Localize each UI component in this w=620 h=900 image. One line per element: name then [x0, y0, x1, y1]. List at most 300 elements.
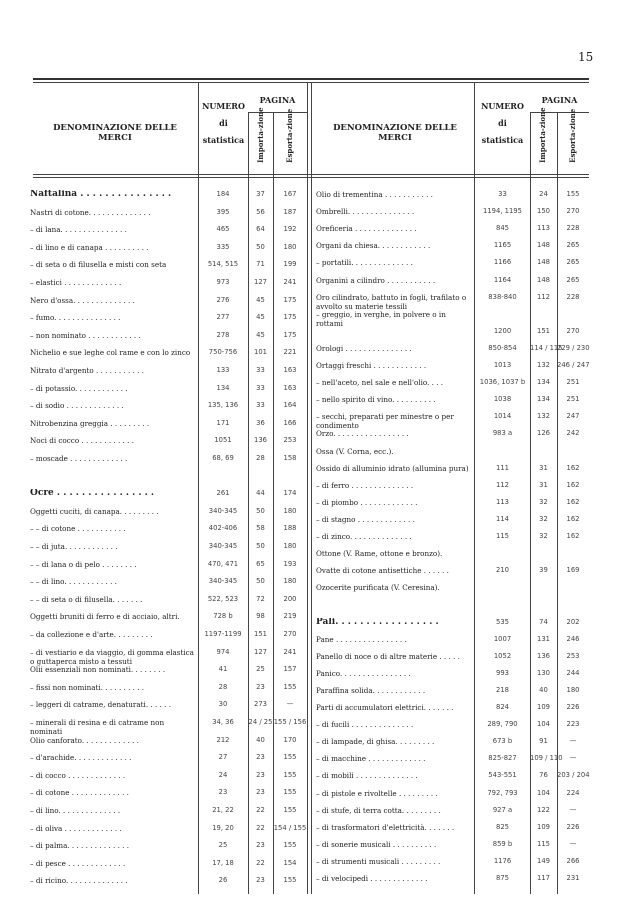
item-name: – di fucili . . . . . . . . . . . . . . [316, 720, 414, 730]
cell-num: 1197-1199 [204, 630, 242, 638]
cell-imp: 127 [254, 647, 267, 656]
cell-imp: 23 [256, 753, 265, 762]
cell-esp: 175 [283, 313, 297, 322]
cell-num: 983 a [492, 429, 513, 438]
cell-esp: 241 [283, 278, 297, 286]
cell-esp: 155 [283, 770, 297, 779]
cell-imp: 91 [539, 737, 548, 746]
cell-imp: 23 [256, 770, 265, 779]
item-name: Noci di cocco . . . . . . . . . . . . [30, 436, 134, 446]
cell-esp: 162 [566, 532, 580, 540]
header-denominazione-right: DENOMINAZIONE DELLE MERCI [333, 123, 457, 143]
item-name: – – di lino. . . . . . . . . . . . [30, 577, 117, 587]
item-name: – secchi, preparati per minestre o per condimento [316, 412, 454, 431]
cell-esp: 231 [566, 874, 580, 882]
cell-esp: 265 [566, 258, 580, 267]
item-name: – di stagno . . . . . . . . . . . . . [316, 514, 415, 524]
item-name: Olii essenziali non nominati. . . . . . . . [30, 665, 166, 675]
cell-imp: 25 [256, 665, 265, 674]
item-name: Naftalina . . . . . . . . . . . . . . . [30, 190, 172, 199]
cell-num: 514, 515 [207, 260, 239, 269]
cell-esp: 155 [283, 682, 297, 691]
item-name: Nitrobenzina greggia . . . . . . . . . [30, 418, 150, 428]
cell-num: 23 [218, 788, 228, 797]
cell-imp: 24 / 25 [248, 718, 273, 726]
cell-imp: 151 [254, 630, 267, 638]
cell-imp: 22 [256, 806, 265, 814]
cell-imp: 130 [537, 668, 550, 677]
cell-esp: 253 [283, 436, 297, 445]
cell-imp: 109 / 110 [530, 754, 563, 763]
cell-esp: 170 [283, 735, 297, 744]
cell-num: 1200 [493, 326, 512, 335]
item-name: – di cocco . . . . . . . . . . . . . [30, 770, 126, 780]
cell-esp: 199 [283, 260, 297, 269]
cell-imp: 136 [537, 651, 550, 660]
cell-esp: 180 [283, 506, 297, 515]
item-name: – di palma. . . . . . . . . . . . . . [30, 841, 130, 851]
cell-imp: 104 [537, 788, 550, 797]
item-name: Organi da chiesa. . . . . . . . . . . . [316, 241, 431, 251]
cell-imp: 39 [539, 566, 548, 575]
item-name: – di ferro . . . . . . . . . . . . . . [316, 480, 414, 490]
cell-esp: 228 [566, 224, 580, 233]
cell-esp: 200 [283, 594, 297, 603]
item-name: Oro cilindrato, battuto in fogli, trafilato o avvolto su materie tessili [316, 292, 467, 311]
cell-esp: 226 [566, 822, 580, 831]
cell-num: 68, 69 [212, 454, 234, 462]
cell-imp: 132 [537, 361, 550, 369]
cell-esp: 180 [283, 542, 297, 550]
cell-imp: 33 [256, 383, 265, 392]
cell-imp: 33 [256, 366, 265, 374]
cell-esp: 246 [566, 634, 580, 643]
item-name: – di sodio . . . . . . . . . . . . . [30, 401, 124, 411]
cell-imp: 23 [256, 876, 265, 885]
cell-num: 340-345 [208, 577, 238, 586]
cell-imp: 32 [539, 532, 548, 540]
cell-imp: 134 [537, 378, 550, 387]
cell-num: 115 [496, 532, 509, 540]
header-numero-left: NUMERO di statistica [202, 101, 245, 146]
header-esportazione-left: Esporta-zione [285, 108, 295, 163]
cell-num: 277 [216, 313, 230, 322]
cell-esp: 162 [566, 463, 580, 472]
item-name: – di pistole e rivoltelle . . . . . . . . . [316, 788, 438, 798]
cell-imp: 126 [537, 429, 550, 438]
cell-esp: 223 [566, 720, 580, 729]
item-name: – da collezione e d'arte. . . . . . . . . [30, 630, 153, 639]
cell-esp: 175 [283, 295, 297, 304]
cell-imp: 50 [256, 542, 265, 550]
cell-esp: 163 [283, 366, 297, 374]
cell-esp: 241 [283, 647, 297, 656]
cell-num: 728 b [213, 612, 233, 621]
item-name: – di stufe, di terra cotta. . . . . . . . . [316, 805, 441, 815]
item-name: Ossido di alluminio idrato (allumina pura) [316, 463, 469, 473]
item-name: – – di lana o di pelo . . . . . . . . [30, 559, 137, 569]
cell-esp: 162 [566, 497, 580, 506]
cell-imp: 131 [537, 634, 550, 643]
item-name: – di piombo . . . . . . . . . . . . . [316, 497, 418, 507]
cell-esp: 180 [283, 577, 297, 586]
cell-esp: 226 [566, 703, 580, 711]
header-importazione-right: Importa-zione [538, 107, 548, 163]
cell-imp: 64 [256, 225, 265, 234]
cell-num: 1165 [493, 241, 512, 250]
cell-imp: 149 [537, 856, 550, 865]
cell-num: 875 [496, 874, 509, 882]
cell-imp: 50 [256, 506, 265, 515]
cell-esp: 266 [566, 856, 580, 865]
center-divider-2 [311, 82, 312, 894]
item-name: Olio canforato. . . . . . . . . . . . . [30, 735, 139, 745]
cell-num: 21, 22 [212, 806, 234, 814]
item-name: – di mobili . . . . . . . . . . . . . . [316, 771, 418, 781]
cell-imp: 22 [256, 858, 265, 867]
cell-imp: 45 [256, 295, 265, 304]
cell-num: 24 [218, 770, 228, 779]
cell-num: 993 [496, 668, 509, 677]
cell-num: 335 [216, 242, 230, 251]
cell-imp: 31 [539, 463, 548, 472]
item-name: – fissi non nominati. . . . . . . . . . [30, 682, 145, 692]
cell-num: 25 [218, 841, 228, 850]
cell-imp: 136 [254, 436, 267, 445]
header-pagina-right: PAGINA [541, 95, 578, 105]
item-name: Paraffina solida. . . . . . . . . . . . [316, 685, 426, 695]
cell-esp: 155 [283, 788, 297, 797]
cell-imp: 45 [256, 330, 265, 339]
cell-num: 212 [216, 735, 230, 744]
item-name: Parti di accumulatori elettrici. . . . . . . [316, 703, 454, 712]
item-name: Ozocerite purificata (V. Ceresina). [316, 583, 440, 593]
cell-imp: 148 [537, 258, 550, 267]
cell-imp: 31 [539, 480, 548, 489]
item-name: – di velocipedi . . . . . . . . . . . . . [316, 874, 428, 883]
cell-imp: 65 [256, 559, 265, 568]
cell-num: 1166 [493, 258, 512, 267]
cell-imp: 28 [256, 454, 265, 462]
cell-num: 133 [216, 366, 230, 374]
cell-num: 825 [496, 822, 509, 831]
cell-imp: 23 [256, 788, 265, 797]
cell-imp: 58 [256, 524, 265, 533]
item-name: Nastri di cotone. . . . . . . . . . . . . . [30, 207, 151, 217]
cell-num: 750-756 [208, 348, 238, 357]
cell-imp: 112 [537, 292, 550, 301]
item-name: – greggio, in verghe, in polvere o in rottami [316, 309, 446, 328]
item-name: – di trasformatori d'elettricità. . . . . . . [316, 822, 455, 832]
item-name: Pali. . . . . . . . . . . . . . . . . [316, 617, 439, 627]
cell-imp: 45 [256, 313, 265, 322]
item-name: Panello di noce o di altre materie . . . . . [316, 651, 460, 661]
cell-esp: 219 [283, 612, 297, 621]
cell-num: 28 [218, 682, 228, 691]
cell-num: 340-345 [208, 542, 238, 550]
cell-esp: — [569, 805, 577, 814]
header-esportazione-right: Esporta-zione [568, 108, 578, 163]
cell-esp: — [286, 700, 294, 709]
item-name: Ombrelli. . . . . . . . . . . . . . . [316, 207, 415, 217]
item-name: Oggetti cuciti, di canapa. . . . . . . . . [30, 506, 159, 516]
cell-num: 1051 [214, 436, 232, 445]
cell-imp: 117 [537, 874, 550, 882]
item-name: – – di cotone . . . . . . . . . . . [30, 524, 126, 534]
item-name: – – di juta. . . . . . . . . . . . [30, 542, 118, 551]
cell-num: 34, 36 [212, 718, 234, 726]
cell-imp: 273 [254, 700, 267, 709]
cell-esp: 270 [566, 207, 580, 216]
cell-imp: 109 [537, 703, 550, 711]
cell-esp: 169 [566, 566, 580, 575]
item-name: Panico. . . . . . . . . . . . . . . . [316, 668, 411, 678]
cell-num: 927 a [492, 805, 513, 814]
cell-num: 850-854 [488, 343, 517, 352]
item-name: – nello spirito di vino. . . . . . . . . . [316, 395, 436, 405]
cell-imp: 132 [537, 412, 550, 421]
cell-esp: 162 [566, 514, 580, 523]
item-name: – di lana. . . . . . . . . . . . . . . [30, 225, 127, 235]
cell-esp: 270 [283, 630, 297, 638]
cell-esp: 247 [566, 412, 580, 421]
item-name: Orologi . . . . . . . . . . . . . . . [316, 343, 412, 353]
header-numero-right: NUMERO di statistica [481, 101, 524, 146]
item-name: – di oliva . . . . . . . . . . . . . [30, 823, 122, 833]
cell-imp: 72 [256, 594, 265, 603]
item-name: Olio di trementina . . . . . . . . . . . [316, 190, 433, 199]
cell-imp: 44 [256, 489, 265, 498]
item-name: – di zinco. . . . . . . . . . . . . . [316, 532, 412, 541]
cell-imp: 23 [256, 841, 265, 850]
cell-esp: 265 [566, 241, 580, 250]
cell-esp: 251 [566, 378, 580, 387]
cell-esp: 192 [283, 225, 297, 234]
cell-esp: 157 [283, 665, 297, 674]
cell-num: 19, 20 [212, 823, 234, 832]
page-number: 15 [578, 50, 594, 64]
cell-esp: 203 / 204 [557, 771, 590, 780]
cell-esp: 187 [283, 207, 297, 216]
item-name: – nell'aceto, nel sale e nell'olio. . . . [316, 378, 444, 388]
cell-imp: 23 [256, 682, 265, 691]
cell-num: 535 [496, 617, 509, 626]
item-name: – di cotone . . . . . . . . . . . . . [30, 788, 129, 798]
cell-esp: 180 [566, 685, 580, 694]
cell-imp: 76 [539, 771, 548, 780]
cell-imp: 150 [537, 207, 550, 216]
cell-imp: 109 [537, 822, 550, 831]
item-name: Orzo. . . . . . . . . . . . . . . . . [316, 429, 409, 439]
cell-esp: 202 [566, 617, 580, 626]
cell-num: 859 b [492, 839, 513, 848]
header-pagina-left: PAGINA [259, 95, 296, 105]
item-name: Organini a cilindro . . . . . . . . . . . [316, 275, 436, 285]
item-name: – di lino. . . . . . . . . . . . . . [30, 806, 121, 815]
cell-num: 30 [218, 700, 228, 709]
cell-num: 113 [496, 497, 509, 506]
cell-esp: 155 [283, 841, 297, 850]
item-name: Oggetti bruniti di ferro e di acciaio, altri. [30, 612, 180, 622]
item-name: – di pesce . . . . . . . . . . . . . [30, 858, 126, 868]
cell-imp: 101 [254, 348, 267, 357]
cell-esp: 224 [566, 788, 580, 797]
item-name: – elastici . . . . . . . . . . . . . [30, 278, 122, 287]
item-name: – d'arachide. . . . . . . . . . . . . [30, 753, 132, 763]
header-importazione-left: Importa-zione [256, 107, 266, 163]
cell-num: 26 [218, 876, 228, 885]
cell-esp: 164 [283, 401, 297, 410]
item-name: Oreficeria . . . . . . . . . . . . . . [316, 224, 417, 234]
cell-esp: 246 / 247 [557, 361, 590, 369]
cell-num: 340-345 [208, 506, 238, 515]
cell-num: 184 [216, 190, 230, 198]
item-name: Ovatte di cotone antisettiche . . . . . . [316, 566, 449, 576]
cell-esp: 155 [283, 753, 297, 762]
item-name: – di ricino. . . . . . . . . . . . . . [30, 876, 128, 886]
item-name: – moscade . . . . . . . . . . . . . [30, 454, 128, 463]
cell-imp: 134 [537, 395, 550, 404]
item-name: Nero d'ossa. . . . . . . . . . . . . . [30, 295, 135, 305]
cell-imp: 104 [537, 720, 550, 729]
cell-num: 1052 [493, 651, 512, 660]
cell-num: 134 [216, 383, 230, 392]
cell-num: 1013 [493, 361, 512, 369]
cell-num: 1176 [493, 856, 512, 865]
cell-imp: 22 [256, 823, 265, 832]
cell-num: 27 [218, 753, 228, 762]
cell-num: 470, 471 [207, 559, 239, 568]
cell-num: 261 [216, 489, 230, 498]
cell-imp: 114 / 115 [530, 343, 563, 352]
cell-imp: 127 [254, 278, 267, 286]
cell-esp: 229 / 230 [557, 343, 590, 352]
cell-esp: 193 [283, 559, 297, 568]
cell-imp: 115 [537, 839, 550, 848]
cell-num: 673 b [492, 737, 513, 746]
cell-num: 1036, 1037 b [479, 378, 526, 387]
cell-imp: 37 [256, 190, 265, 198]
center-divider [307, 82, 308, 894]
cell-num: 973 [216, 278, 230, 286]
cell-esp: 155 [283, 806, 297, 814]
item-name: – portatili. . . . . . . . . . . . . . [316, 258, 413, 268]
cell-imp: 148 [537, 241, 550, 250]
cell-num: 1194, 1195 [483, 207, 522, 216]
item-name: Pane . . . . . . . . . . . . . . . . [316, 634, 407, 644]
cell-num: 276 [216, 295, 230, 304]
item-name: – di seta o di filusella e misti con seta [30, 260, 167, 270]
cell-num: 135, 136 [207, 401, 239, 410]
item-name: Nitrato d'argento . . . . . . . . . . . [30, 366, 144, 375]
cell-esp: 188 [283, 524, 297, 533]
cell-num: 395 [216, 207, 230, 216]
cell-imp: 98 [256, 612, 265, 621]
cell-num: 465 [216, 225, 230, 234]
item-name: – di macchine . . . . . . . . . . . . . [316, 754, 426, 764]
cell-num: 33 [498, 190, 507, 198]
cell-esp: 265 [566, 275, 580, 284]
item-name: – – di seta o di filusella. . . . . . . [30, 594, 143, 604]
cell-esp: 175 [283, 330, 297, 339]
cell-num: 792, 793 [487, 788, 518, 797]
cell-imp: 40 [539, 685, 548, 694]
cell-esp: 270 [566, 326, 580, 335]
cell-num: 171 [216, 418, 230, 427]
cell-esp: 253 [566, 651, 580, 660]
cell-esp: 154 [283, 858, 297, 867]
cell-num: 17, 18 [212, 858, 234, 867]
item-name: – minerali di resina e di catrame non nominati [30, 718, 165, 736]
cell-imp: 50 [256, 577, 265, 586]
cell-esp: — [569, 754, 577, 763]
cell-imp: 74 [539, 617, 548, 626]
item-name: Ossa (V. Corna, ecc.). [316, 446, 394, 456]
cell-num: 210 [496, 566, 509, 575]
cell-esp: 163 [283, 383, 297, 392]
cell-num: 1038 [493, 395, 512, 404]
cell-imp: 50 [256, 242, 265, 251]
cell-esp: — [569, 737, 577, 746]
item-name: Ortaggi freschi . . . . . . . . . . . . [316, 361, 427, 370]
cell-imp: 36 [256, 418, 265, 427]
cell-esp: 242 [566, 429, 580, 438]
item-name: – di potassio. . . . . . . . . . . . [30, 383, 128, 393]
cell-num: 824 [496, 703, 509, 711]
cell-esp: 155 / 156 [273, 718, 307, 726]
item-name: – di vestiario e da viaggio, di gomma elastica o guttaperca misto a tessuti [30, 647, 194, 666]
item-name: Nichelio e sue leghe col rame e con lo zinco [30, 348, 191, 358]
cell-esp: 154 / 155 [273, 823, 307, 832]
cell-num: 1164 [493, 275, 512, 284]
cell-num: 114 [496, 514, 509, 523]
cell-esp: 162 [566, 480, 580, 489]
cell-num: 41 [218, 665, 228, 674]
cell-imp: 24 [539, 190, 548, 198]
cell-num: 111 [496, 463, 509, 472]
item-name: – di sonerie musicali . . . . . . . . . . [316, 839, 437, 849]
cell-imp: 151 [537, 326, 550, 335]
item-name: Ottone (V. Rame, ottone e bronzo). [316, 549, 443, 559]
cell-imp: 40 [256, 735, 265, 744]
item-name: – fumo. . . . . . . . . . . . . . . [30, 313, 121, 323]
cell-num: 1014 [493, 412, 512, 421]
cell-esp: 180 [283, 242, 297, 251]
cell-imp: 148 [537, 275, 550, 284]
cell-num: 522, 523 [207, 594, 239, 603]
cell-esp: 174 [283, 489, 297, 498]
cell-num: 825-827 [488, 754, 517, 763]
cell-esp: 228 [566, 292, 580, 301]
cell-esp: 221 [283, 348, 297, 357]
header-denominazione-left: DENOMINAZIONE DELLE MERCI [53, 123, 177, 143]
item-name: – non nominato . . . . . . . . . . . . [30, 330, 141, 340]
cell-esp: 167 [283, 190, 297, 198]
cell-num: 278 [216, 330, 230, 339]
cell-esp: 158 [283, 454, 297, 462]
cell-esp: 166 [283, 418, 297, 427]
cell-esp: 155 [566, 190, 580, 198]
item-name: – di lampade, di ghisa. . . . . . . . . [316, 737, 435, 747]
cell-num: 218 [496, 685, 509, 694]
item-name: Ocre . . . . . . . . . . . . . . . . [30, 489, 155, 499]
item-name: – di strumenti musicali . . . . . . . . . [316, 856, 441, 866]
cell-imp: 33 [256, 401, 265, 410]
cell-num: 845 [496, 224, 509, 233]
cell-num: 1007 [493, 634, 512, 643]
cell-imp: 32 [539, 497, 548, 506]
cell-num: 289, 790 [487, 720, 518, 729]
